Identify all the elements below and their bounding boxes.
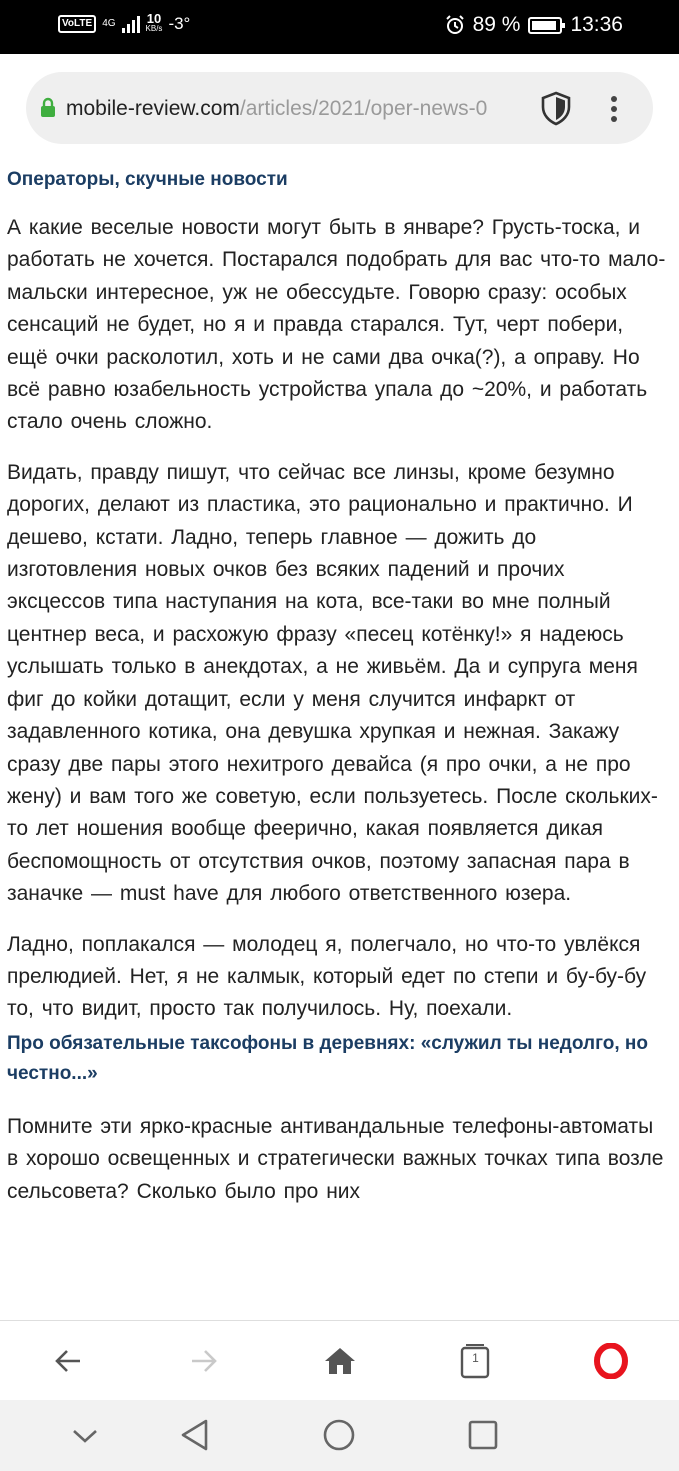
speed-value: 10 <box>146 11 162 26</box>
article-paragraph: Ладно, поплакался — молодец я, полегчало, но что-то увлёкся прелюдией. Нет, я не калмык, который едет по степи и бу-бу-бу то, что видит, просто так получилось. Ну, поехали. <box>7 932 647 1021</box>
shield-icon[interactable] <box>538 90 574 126</box>
recents-square-icon[interactable] <box>466 1418 500 1452</box>
article-paragraph: Видать, правду пишут, что сейчас все линзы, кроме безумно дорогих, делают из пластика, это рационально и практично. И дешево, кстати. Ладно, теперь главное — дожить до изготовления новых очков без всяких падений и прочих эксцессов типа наступания на кота, все-таки во мне полный центнер веса, и расхожую фразу «песец котёнку!» я надеюсь услышать только в анекдотах, а не живьём. Да и супруга меня фиг до койки дотащит, если у меня случится инфаркт от задавленного котика, она девушка хрупкая и нежная. Закажу сразу две пары этого нехитрого девайса (я про очки, а не про жену) и вам того же советую, если пользуетесь. После скольких-то лет ношения вообще феерично, какая появляется дикая беспомощность от отсутствия очков, поэтому запасная пара в заначке — must have для любого ответственного юзера. <box>7 460 658 906</box>
opera-menu-button[interactable] <box>591 1341 631 1381</box>
menu-icon[interactable] <box>604 94 624 124</box>
tab-count: 1 <box>472 1351 479 1365</box>
article-paragraph: А какие веселые новости могут быть в январе? Грусть-тоска, и работать не хочется. Постарался подобрать для вас что-то мало-мальски интересное, уж не обессудьте. Говорю сразу: особых сенсаций не будет, но я и правда старался. Тут, черт побери, ещё очки расколотил, хоть и не сами два очка(?), а оправу. Но всё равно юзабельность устройства упала до ~20%, и работать стало очень сложно. <box>7 216 666 434</box>
url-path: /articles/2021/oper-news-0 <box>239 97 488 120</box>
lock-icon <box>40 97 56 117</box>
battery-percent: 89 % <box>472 13 521 36</box>
home-circle-icon[interactable] <box>322 1418 356 1452</box>
chevron-down-icon[interactable] <box>68 1418 102 1452</box>
section-heading: Про обязательные таксофоны в деревнях: «служил ты недолго, но честно...» <box>7 1032 648 1084</box>
speed-unit: KB/s <box>145 24 163 33</box>
article-paragraph: Помните эти ярко-красные антивандальные телефоны-автоматы в хорошо освещенных и стратегически важных точках типа возле сельсовета? Сколько было про них <box>7 1114 664 1203</box>
opera-logo-icon <box>593 1343 629 1379</box>
status-right <box>445 13 623 37</box>
network-type: 4G <box>102 18 116 29</box>
url-text[interactable] <box>66 97 526 121</box>
back-triangle-icon[interactable] <box>178 1418 212 1452</box>
forward-button[interactable] <box>184 1341 224 1381</box>
back-arrow-icon <box>53 1346 83 1376</box>
address-bar[interactable] <box>26 72 653 144</box>
back-button[interactable] <box>48 1341 88 1381</box>
volte-icon: VoLTE <box>58 15 96 33</box>
signal-icon <box>122 15 140 33</box>
article-heading: Операторы, скучные новости <box>7 169 288 190</box>
browser-toolbar <box>0 1320 679 1400</box>
temperature: -3° <box>168 14 191 33</box>
clock: 13:36 <box>570 13 623 36</box>
alarm-icon <box>445 15 465 35</box>
network-speed <box>145 11 163 34</box>
url-domain: mobile-review.com <box>66 97 240 120</box>
status-bar <box>0 0 679 54</box>
home-icon <box>324 1346 356 1376</box>
status-left <box>58 11 191 34</box>
article-content <box>7 160 667 1320</box>
forward-arrow-icon <box>189 1346 219 1376</box>
battery-icon <box>528 17 562 34</box>
system-nav-bar <box>0 1400 679 1471</box>
home-button[interactable] <box>320 1341 360 1381</box>
